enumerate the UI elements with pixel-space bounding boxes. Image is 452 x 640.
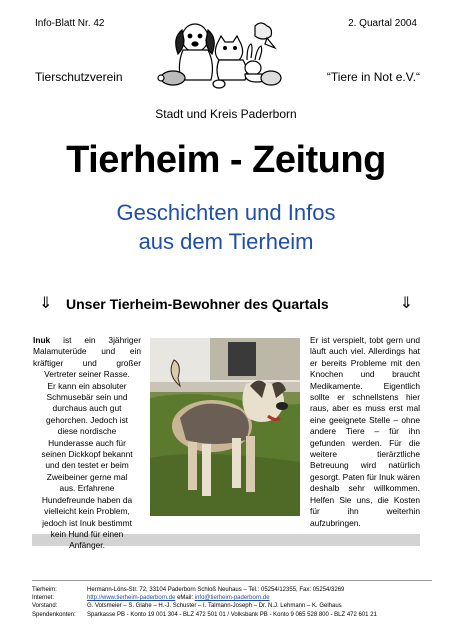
arrow-down-icon: ⇓ [399, 293, 413, 312]
issue-quarter: 2. Quartal 2004 [348, 18, 417, 29]
text-line: vielleicht kein Problem, [44, 506, 130, 517]
text-line: aus. Erfahrene [59, 483, 115, 494]
text-line: Hundefreunde haben da [41, 494, 133, 505]
tagline-line-1: Geschichten und Infos [116, 200, 336, 225]
footer-row-address: Tierheim: Hermann-Löns-Str. 72, 33104 Paderborn Schloß Neuhaus – Tel.: 05254/12355, Fax: 05254/3269 [32, 587, 345, 593]
dog-photo [150, 338, 300, 516]
footer-row-accounts: Spendenkonten: Sparkasse PB - Konto 19 001 304 - BLZ 472 501 01 / Volksbank PB - Konto 9 065 528 800 - BLZ 472 601 21 [32, 611, 377, 618]
section-heading: Unser Tierheim-Bewohner des Quartals [66, 296, 329, 312]
text-line: seinen Dickkopf bekannt [41, 449, 133, 460]
org-quote: “Tiere in Not e.V.“ [326, 70, 420, 84]
footer [32, 586, 432, 619]
page-title: Tierheim - Zeitung [66, 139, 386, 181]
text-line: Vertreter seiner Rasse. [44, 369, 130, 380]
right-column-text: Er ist verspielt, tobt gern und läuft auch viel. Allerdings hat er bereits Probleme mit den Knochen und braucht Medikamente. Eigentlich sollte er schnellstens hier raus, aber es muss erst mal eine geeignete Stelle – ohne andere Tiere – für ihn gefunden werden. Für die weitere tierärztliche Betreuung wird natürlich gesorgt. Paten für Inuk wären deshalb sehr willkommen. Helfen Sie uns, die Kosten für ihn weiterhin aufzubringen. [310, 335, 420, 528]
text-line: und den testet er beim [45, 460, 129, 471]
email-link[interactable]: info@tierheim-paderborn.de [194, 595, 270, 602]
website-link[interactable]: http://www.tierheim-paderborn.de [87, 595, 176, 602]
text-line: Inuk ist ein 3jähriger [33, 335, 141, 345]
text-line: Er kann ein absoluter [47, 380, 127, 391]
text-line: Anfänger. [69, 540, 105, 551]
text-line: diese nordische [57, 426, 117, 437]
text-line: gehorchen. Jedoch ist [46, 414, 128, 425]
text-line: Malamuterüde und ein [33, 346, 141, 357]
footer-divider [32, 580, 432, 581]
animals-logo-icon [155, 16, 285, 91]
left-column-text [33, 335, 141, 552]
tagline-line-2: aus dem Tierheim [138, 229, 314, 254]
issue-number: Info-Blatt Nr. 42 [35, 18, 105, 29]
text-line: Schmusebär sein und [46, 392, 128, 403]
text-line: Zweibeiner gerne mal [46, 471, 128, 482]
org-subtitle: Stadt und Kreis Paderborn [155, 107, 297, 121]
text-line: Hunderasse auch für [48, 437, 126, 448]
arrow-down-icon: ⇓ [39, 293, 53, 312]
dog-name: Inuk [33, 335, 51, 345]
footer-row-board: Vorstand: G. Votsmeier – S. Glahe – H.-J. Schuster – I. Talmann-Joseph – Dr. N.J. Lehmann – K. Gelhaus [32, 603, 342, 610]
footer-row-internet: Internet: http://www.tierheim-paderborn.de eMail: info@tierheim-paderborn.de [32, 595, 270, 602]
text-line: kräftiger und großer [33, 357, 141, 368]
org-name: Tierschutzverein [35, 70, 123, 84]
text-line: durchaus auch gut [52, 403, 122, 414]
text-line: jedoch ist Inuk bestimmt [42, 517, 132, 528]
text-line: kein Hund für einen [50, 528, 124, 539]
